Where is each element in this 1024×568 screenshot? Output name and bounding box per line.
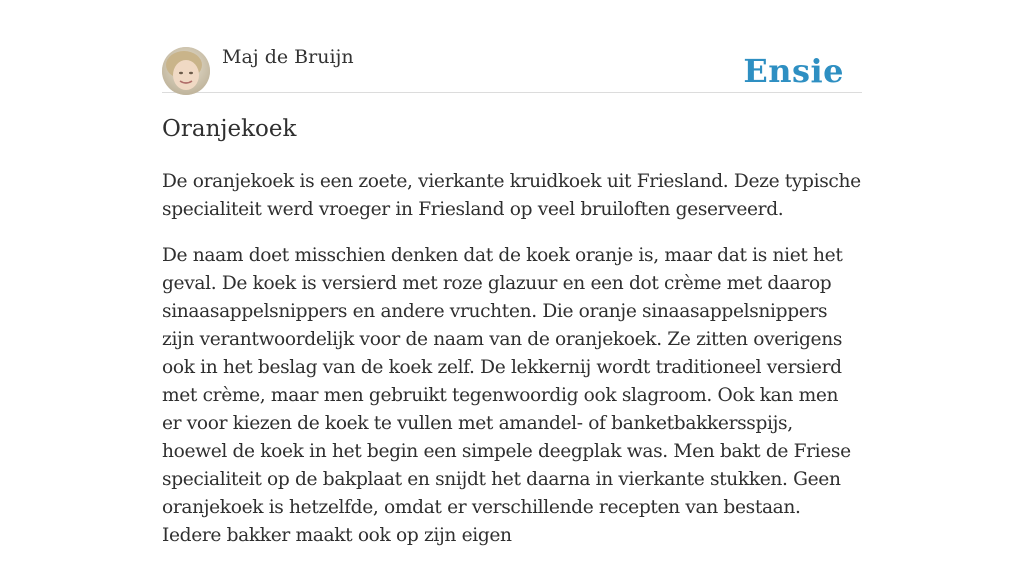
brand-logo[interactable]: Ensie xyxy=(743,52,844,90)
author-name[interactable]: Maj de Bruijn xyxy=(222,46,354,68)
author-avatar[interactable] xyxy=(162,47,210,95)
header xyxy=(162,44,862,93)
avatar-photo-icon xyxy=(162,47,210,95)
article-paragraph: De naam doet misschien denken dat de koek oranje is, maar dat is niet het geval. De koek is versierd met roze glazuur en een dot crème met daarop sinaasappelsnippers en andere vruchten. Die oranje sinaasappelsnippers zijn verantwoordelijk voor de naam van de oranjekoek. Ze zitten overigens ook in het beslag van de koek zelf. De lekkernij wordt traditioneel versierd met crème, maar men gebruikt tegenwoordig ook slagroom. Ook kan men er voor kiezen de koek te vullen met amandel- of banketbakkersspijs, hoewel de koek in het begin een simpele deegplak was. Men bakt de Friese specialiteit op de bakplaat en snijdt het daarna in vierkante stukken. Geen oranjekoek is hetzelfde, omdat er verschillende recepten van bestaan. Iedere bakker maakt ook op zijn eigen xyxy=(162,245,851,546)
article-title: Oranjekoek xyxy=(162,116,297,142)
article-body xyxy=(162,168,862,568)
article-paragraph: De oranjekoek is een zoete, vierkante kruidkoek uit Friesland. Deze typische specialiteit werd vroeger in Friesland op veel bruiloften geserveerd. xyxy=(162,171,861,220)
